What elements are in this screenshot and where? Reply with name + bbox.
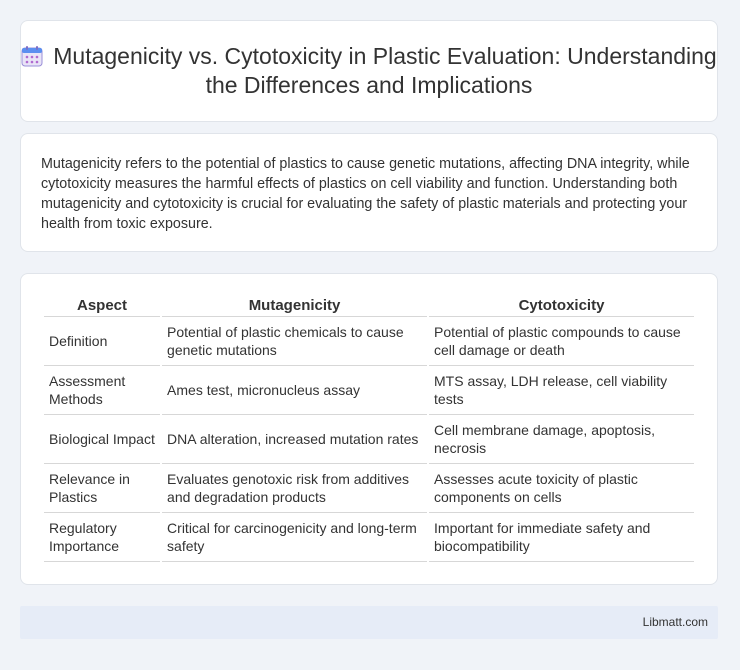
- cell-mutagenicity: Critical for carcinogenicity and long-term safety: [162, 513, 427, 562]
- cell-mutagenicity: Potential of plastic chemicals to cause genetic mutations: [162, 317, 427, 366]
- page-title-text: Mutagenicity vs. Cytotoxicity in Plastic Evaluation: Understanding the Differences and Implications: [53, 43, 717, 98]
- table-header-row: [44, 294, 694, 317]
- table-row: [44, 513, 694, 562]
- calendar-icon: [21, 45, 43, 67]
- comparison-table: [42, 294, 696, 562]
- cell-cytotoxicity: Assesses acute toxicity of plastic components on cells: [429, 464, 694, 513]
- cell-aspect: Definition: [44, 317, 160, 366]
- cell-cytotoxicity: Potential of plastic compounds to cause cell damage or death: [429, 317, 694, 366]
- cell-mutagenicity: Evaluates genotoxic risk from additives and degradation products: [162, 464, 427, 513]
- intro-card: [20, 133, 718, 252]
- cell-cytotoxicity: Cell membrane damage, apoptosis, necrosis: [429, 415, 694, 464]
- header-cytotoxicity: Cytotoxicity: [429, 294, 694, 317]
- header-card: [20, 20, 718, 122]
- footer-brand-link[interactable]: Libmatt.com: [642, 615, 708, 629]
- intro-paragraph: Mutagenicity refers to the potential of plastics to cause genetic mutations, affecting DNA integrity, while cytotoxicity measures the harmful effects of plastics on cell viability and function. Understanding both mutagenicity and cytotoxicity is crucial for evaluating the safety of plastic materials and protecting your health from toxic exposure.: [41, 156, 690, 232]
- table-row: [44, 415, 694, 464]
- header-mutagenicity: Mutagenicity: [162, 294, 427, 317]
- cell-mutagenicity: Ames test, micronucleus assay: [162, 366, 427, 415]
- header-aspect: Aspect: [44, 294, 160, 317]
- table-row: [44, 464, 694, 513]
- page-title: [21, 42, 717, 100]
- cell-cytotoxicity: Important for immediate safety and biocompatibility: [429, 513, 694, 562]
- cell-aspect: Biological Impact: [44, 415, 160, 464]
- table-row: [44, 317, 694, 366]
- cell-aspect: Regulatory Importance: [44, 513, 160, 562]
- cell-mutagenicity: DNA alteration, increased mutation rates: [162, 415, 427, 464]
- cell-aspect: Relevance in Plastics: [44, 464, 160, 513]
- cell-cytotoxicity: MTS assay, LDH release, cell viability tests: [429, 366, 694, 415]
- cell-aspect: Assessment Methods: [44, 366, 160, 415]
- comparison-table-card: [20, 273, 718, 585]
- table-row: [44, 366, 694, 415]
- footer: [20, 606, 718, 639]
